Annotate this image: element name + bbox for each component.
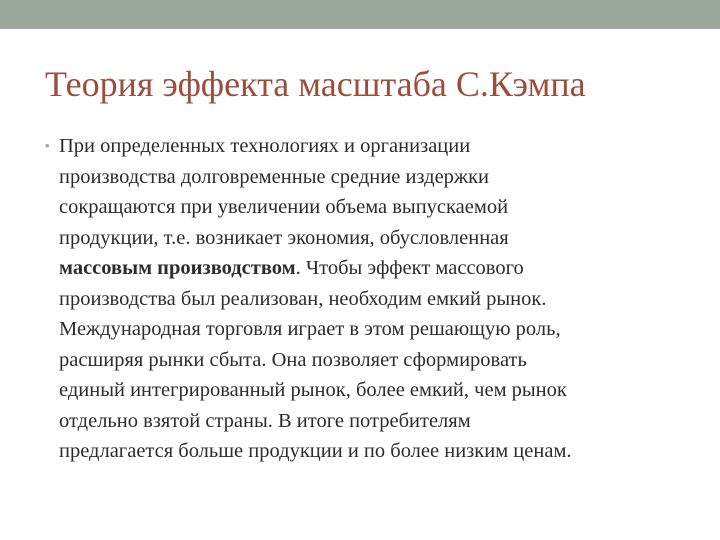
text-line: предлагается больше продукции и по более низким ценам. xyxy=(59,440,572,462)
text-line: отдельно взятой страны. В итоге потребителям xyxy=(59,409,471,432)
text-line: При определенных технологиях и организации xyxy=(59,135,471,157)
top-accent-band xyxy=(0,0,720,29)
text-line-with-emphasis xyxy=(59,253,685,284)
text-line: производства долговременные средние издержки xyxy=(59,165,490,188)
text-line: расширяя рынки сбыта. Она позволяет сформировать xyxy=(59,348,527,371)
slide-title: Теория эффекта масштаба С.Кэмпа xyxy=(45,64,586,104)
text-line: продукции, т.е. возникает экономия, обусловленная xyxy=(59,226,509,249)
bullet-marker: • xyxy=(45,138,50,153)
text-line: производства был реализован, необходим емкий рынок. xyxy=(59,287,547,310)
bullet-paragraph xyxy=(59,131,685,467)
text-line: Международная торговля играет в этом решающую роль, xyxy=(59,318,561,340)
text-line: единый интегрированный рынок, более емкий, чем рынок xyxy=(59,379,567,401)
text-fragment: . Чтобы эффект массового xyxy=(295,257,524,279)
text-line: сокращаются при увеличении объема выпускаемой xyxy=(59,196,509,218)
slide-body xyxy=(45,131,685,467)
emphasized-term: массовым производством xyxy=(59,257,296,279)
